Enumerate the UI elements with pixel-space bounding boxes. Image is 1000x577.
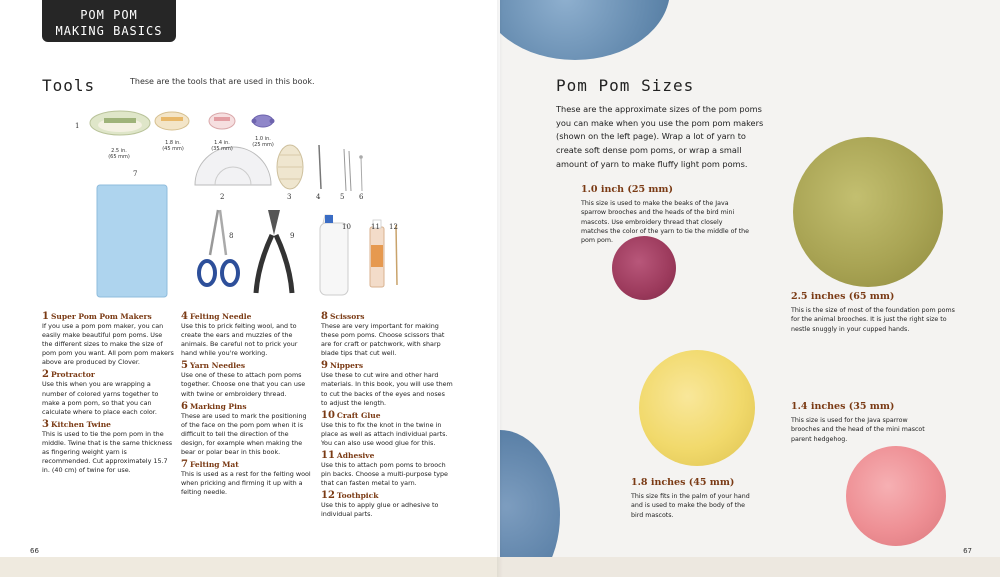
marking-pin-head	[359, 155, 363, 159]
pom-pom-maker-35	[209, 113, 235, 129]
item-text: These are very important for making these pom poms. Choose scissors that are for craft or patchwork, with sharp blade tips that cut well.	[321, 322, 445, 358]
yarn-needle-2	[349, 151, 351, 191]
sizes-heading: Pom Pom Sizes	[556, 76, 695, 95]
size-text: This size fits in the palm of your hand and is used to make the body of the bird mascots.	[631, 493, 750, 519]
size-title: 1.4 inches (35 mm)	[791, 401, 895, 412]
size-text: This size is used to make the beaks of the Java sparrow brooches and the heads of the bird mini mascots. Use embroidery thread that closely matches the color of the yarn to tie the middle of the pom pom.	[581, 200, 750, 245]
item-text: This is used as a rest for the felting wool when pricking and firming it up with a felting needle.	[181, 470, 311, 497]
pom-pom-blue-bottom	[500, 430, 560, 577]
maker-size-label-25: 1.0 in. (25 mm)	[252, 136, 274, 148]
photo-label-10: 10	[342, 223, 351, 231]
pom-pom-25mm-magenta	[612, 236, 676, 300]
maker-size-label-35: 1.4 in. (35 mm)	[211, 140, 233, 152]
scissors	[199, 210, 238, 285]
size-block-35mm	[791, 401, 931, 444]
photo-label-12: 12	[389, 223, 398, 231]
section-tab	[42, 0, 176, 42]
section-tab-line1: POM POM	[80, 8, 138, 22]
photo-label-2: 2	[220, 193, 225, 201]
section-tab-line2: MAKING BASICS	[55, 24, 163, 38]
size-text: This size is used for the Java sparrow brooches and the head of the mini mascot parent hedgehog.	[791, 417, 925, 443]
pom-pom-maker-25	[252, 115, 275, 127]
felting-mat	[97, 185, 167, 297]
item-text: These are used to mark the positioning of the face on the pom pom when it is difficult to tell the direction of the design, for example when making the bear or polar bear in this book.	[181, 411, 307, 457]
item-text: Use this to attach pom poms to brooch pin backs. Choose a multi-purpose type that can fasten metal to yarn.	[321, 461, 448, 488]
marking-pin	[361, 157, 362, 191]
item-title: 4 Felting Needle	[181, 311, 252, 322]
size-title: 2.5 inches (65 mm)	[791, 291, 895, 302]
book-spine-shadow	[497, 0, 503, 577]
item-text: If you use a pom pom maker, you can easily make beautiful pom poms. Use the different sizes to make the size of pom pom you want. All pom pom makers above are produced by Clover.	[42, 322, 174, 367]
tools-photo	[80, 105, 420, 305]
photo-label-4: 4	[316, 193, 321, 201]
tools-column-2	[181, 312, 313, 500]
photo-label-8: 8	[229, 232, 234, 240]
item-title: 11 Adhesive	[321, 450, 375, 462]
photo-label-5: 5	[340, 193, 345, 201]
kitchen-twine	[277, 145, 303, 189]
footer-band	[500, 557, 1000, 577]
page-number-left: 66	[30, 547, 39, 555]
tools-intro: These are the tools that are used in this book.	[130, 77, 315, 86]
item-text: Use this to prick felting wool, and to create the ears and muzzles of the animals. Be careful not to prick your hand while you're working.	[181, 322, 298, 358]
pom-pom-35mm-pink	[846, 446, 946, 546]
tools-heading: Tools	[42, 76, 96, 95]
item-text: Use this when you are wrapping a number of colored yarns together to make a pom pom, so that you can calculate where to place each color.	[42, 380, 159, 416]
protractor	[195, 147, 271, 185]
item-title: 12 Toothpick	[321, 490, 379, 502]
item-title: 7 Felting Mat	[181, 459, 239, 471]
item-text: Use these to cut wire and other hard materials. In this book, you will use them to cut the backs of the eyes and noses to adjust the length.	[321, 371, 453, 407]
photo-label-9: 9	[290, 232, 295, 240]
item-title: 1 Super Pom Pom Makers	[42, 311, 152, 322]
pom-pom-65mm-olive	[793, 137, 943, 287]
sizes-intro: These are the approximate sizes of the pom poms you can make when you use the pom pom makers (shown on the left page). Wrap a lot of yarn to create soft dense pom poms, or wrap a small amount of yarn to make fluffy light pom poms.	[556, 104, 764, 169]
right-page	[500, 0, 1000, 577]
size-title: 1.0 inch (25 mm)	[581, 184, 673, 195]
item-title: 8 Scissors	[321, 311, 365, 322]
tools-column-1	[42, 312, 174, 478]
item-text: This is used to tie the pom pom in the middle. Twine that is the same thickness as fingering weight yarn is recommended. Cut approximately 15.7 in. (40 cm) of twine for use.	[42, 429, 173, 475]
photo-label-11: 11	[371, 223, 380, 231]
photo-label-7: 7	[133, 170, 138, 178]
size-block-65mm	[791, 291, 961, 334]
item-title: 9 Nippers	[321, 360, 364, 372]
item-text: Use this to fix the knot in the twine in place as well as attach individual parts. You can also use wood glue for this.	[321, 420, 448, 447]
maker-size-label-65: 2.5 in. (65 mm)	[108, 148, 130, 160]
felting-needle	[319, 145, 321, 189]
size-block-25mm	[581, 184, 751, 245]
size-title: 1.8 inches (45 mm)	[631, 477, 735, 488]
item-title: 3 Kitchen Twine	[42, 418, 111, 430]
maker-size-label-45: 1.8 in. (45 mm)	[162, 140, 184, 152]
nippers	[256, 210, 295, 293]
pom-pom-45mm-yellow	[639, 350, 755, 466]
pom-pom-maker-45	[155, 112, 189, 130]
pom-pom-blue-top	[500, 0, 670, 60]
yarn-needle	[344, 149, 346, 191]
item-title: 10 Craft Glue	[321, 409, 381, 421]
tools-column-3	[321, 312, 453, 523]
pom-pom-maker-65	[90, 111, 150, 135]
photo-label-1: 1	[75, 122, 80, 130]
photo-label-6: 6	[359, 193, 364, 201]
item-text: Use one of these to attach pom poms together. Choose one that you can use with twine or embroidery thread.	[181, 371, 306, 398]
item-text: Use this to apply glue or adhesive to individual parts.	[321, 501, 439, 519]
photo-label-3: 3	[287, 193, 292, 201]
page-number-right: 67	[963, 547, 972, 555]
item-title: 6 Marking Pins	[181, 400, 247, 412]
item-title: 5 Yarn Needles	[181, 360, 246, 372]
item-title: 2 Protractor	[42, 369, 95, 381]
size-block-45mm	[631, 477, 751, 520]
footer-band	[0, 557, 500, 577]
size-text: This is the size of most of the foundation pom poms for the animal brooches. It is just the right size to nestle snuggly in your cupped hands.	[791, 307, 955, 333]
toothpick	[396, 225, 397, 285]
